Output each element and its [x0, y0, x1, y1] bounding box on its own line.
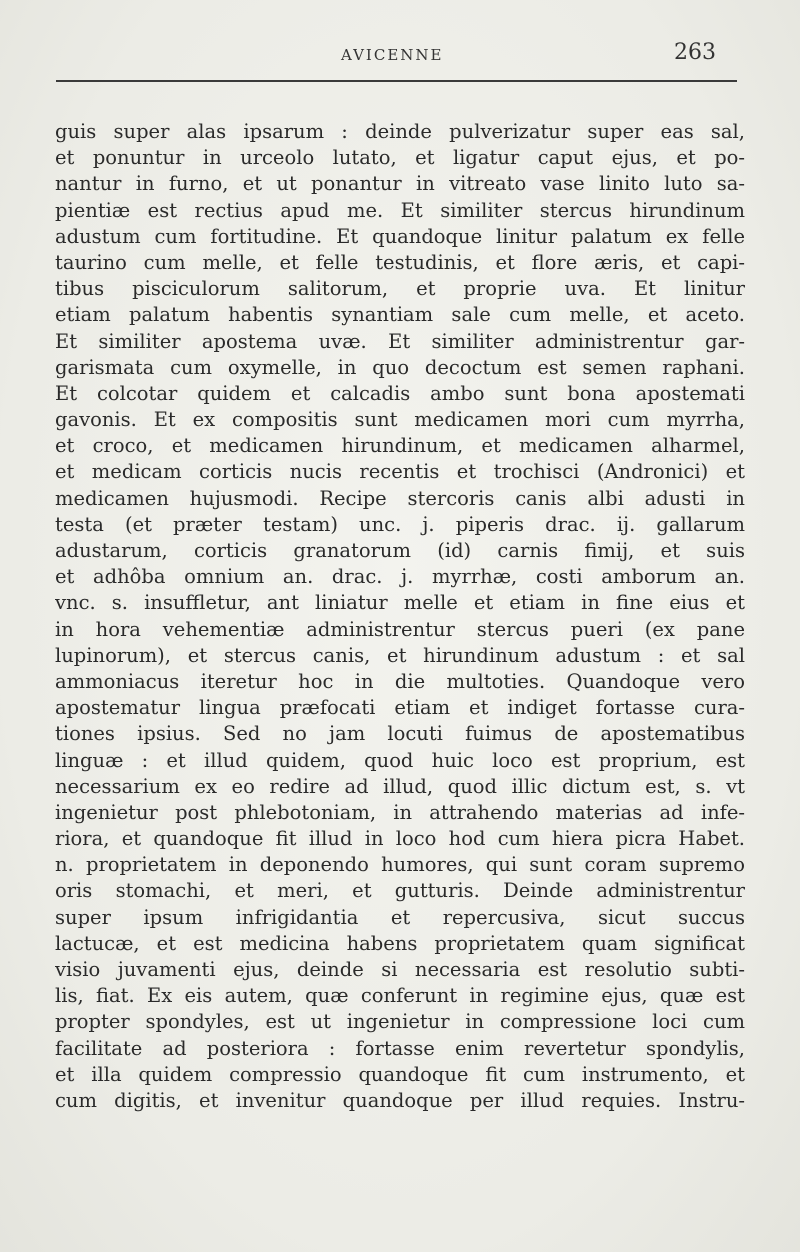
text-line: facilitate ad posteriora : fortasse enim revertetur spondylis, — [55, 1036, 745, 1060]
text-line: propter spondyles, est ut ingenietur in compressione loci cum — [55, 1010, 745, 1034]
text-line: Et colcotar quidem et calcadis ambo sunt bona apostemati — [55, 381, 745, 405]
text-line: tibus pisciculorum salitorum, et proprie uva. Et linitur — [55, 277, 745, 301]
text-line: guis super alas ipsarum : deinde pulverizatur super eas sal, — [55, 120, 745, 143]
text-line: adustarum, corticis granatorum (id) carnis fimij, et suis — [55, 539, 745, 562]
text-line: etiam palatum habentis synantiam sale cum melle, et aceto. — [55, 303, 745, 327]
text-line: et croco, et medicamen hirundinum, et medicamen alharmel, — [55, 434, 745, 458]
text-line: linguæ : et illud quidem, quod huic loco est proprium, est — [55, 748, 745, 772]
text-line: et illa quidem compressio quandoque fit cum instrumento, et — [55, 1062, 745, 1086]
text-line: taurino cum melle, et felle testudinis, et flore æris, et capi- — [55, 250, 745, 274]
text-line: testa (et præter testam) unc. j. piperis drac. ij. gallarum — [55, 512, 745, 536]
text-line: vnc. s. insuffletur, ant liniatur melle et etiam in fine eius et — [55, 591, 745, 615]
running-head — [0, 40, 800, 70]
text-line: gavonis. Et ex compositis sunt medicamen mori cum myrrha, — [55, 408, 745, 432]
text-line: apostematur lingua præfocati etiam et indiget fortasse cura- — [55, 696, 745, 720]
text-line: lupinorum), et stercus canis, et hirundinum adustum : et sal — [55, 643, 745, 667]
text-line: adustum cum fortitudine. Et quandoque linitur palatum ex felle — [55, 224, 745, 248]
text-line: cum digitis, et invenitur quandoque per illud requies. Instru- — [55, 1088, 745, 1112]
text-line: ingenietur post phlebotoniam, in attrahendo materias ad infe- — [55, 800, 745, 824]
text-line: et medicam corticis nucis recentis et trochisci (Andronici) et — [55, 460, 745, 484]
text-line: pientiæ est rectius apud me. Et similiter stercus hirundinum — [55, 198, 745, 222]
text-line: super ipsum infrigidantia et repercusiva, sicut succus — [55, 905, 745, 929]
text-line: in hora vehementiæ administrentur stercus pueri (ex pane — [55, 617, 745, 641]
text-line: medicamen hujusmodi. Recipe stercoris canis albi adusti in — [55, 486, 745, 510]
text-line: visio juvamenti ejus, deinde si necessaria est resolutio subti- — [55, 958, 745, 981]
text-line: tiones ipsius. Sed no jam locuti fuimus de apostematibus — [55, 722, 745, 746]
text-line: oris stomachi, et meri, et gutturis. Deinde administrentur — [55, 879, 745, 903]
text-line: garismata cum oxymelle, in quo decoctum est semen raphani. — [55, 355, 745, 379]
text-line: riora, et quandoque fit illud in loco hod cum hiera picra Habet. — [55, 827, 745, 851]
text-line: et adhôba omnium an. drac. j. myrrhæ, costi amborum an. — [55, 565, 745, 589]
text-line: et ponuntur in urceolo lutato, et ligatur caput ejus, et po- — [55, 146, 745, 170]
text-line: necessarium ex eo redire ad illud, quod illic dictum est, s. vt — [55, 774, 745, 798]
running-title: AVICENNE — [341, 46, 444, 64]
page-number: 263 — [674, 40, 716, 65]
body-text — [55, 119, 745, 1114]
text-line: Et similiter apostema uvæ. Et similiter administrentur gar- — [55, 329, 745, 353]
text-line: nantur in furno, et ut ponantur in vitreato vase linito luto sa- — [55, 172, 745, 196]
text-line: lactucæ, et est medicina habens proprietatem quam significat — [55, 931, 745, 955]
text-line: lis, fiat. Ex eis autem, quæ conferunt in regimine ejus, quæ est — [55, 984, 745, 1008]
text-line: ammoniacus iteretur hoc in die multoties. Quandoque vero — [55, 669, 745, 693]
header-rule — [56, 80, 737, 82]
text-line: n. proprietatem in deponendo humores, qui sunt coram supremo — [55, 853, 745, 877]
